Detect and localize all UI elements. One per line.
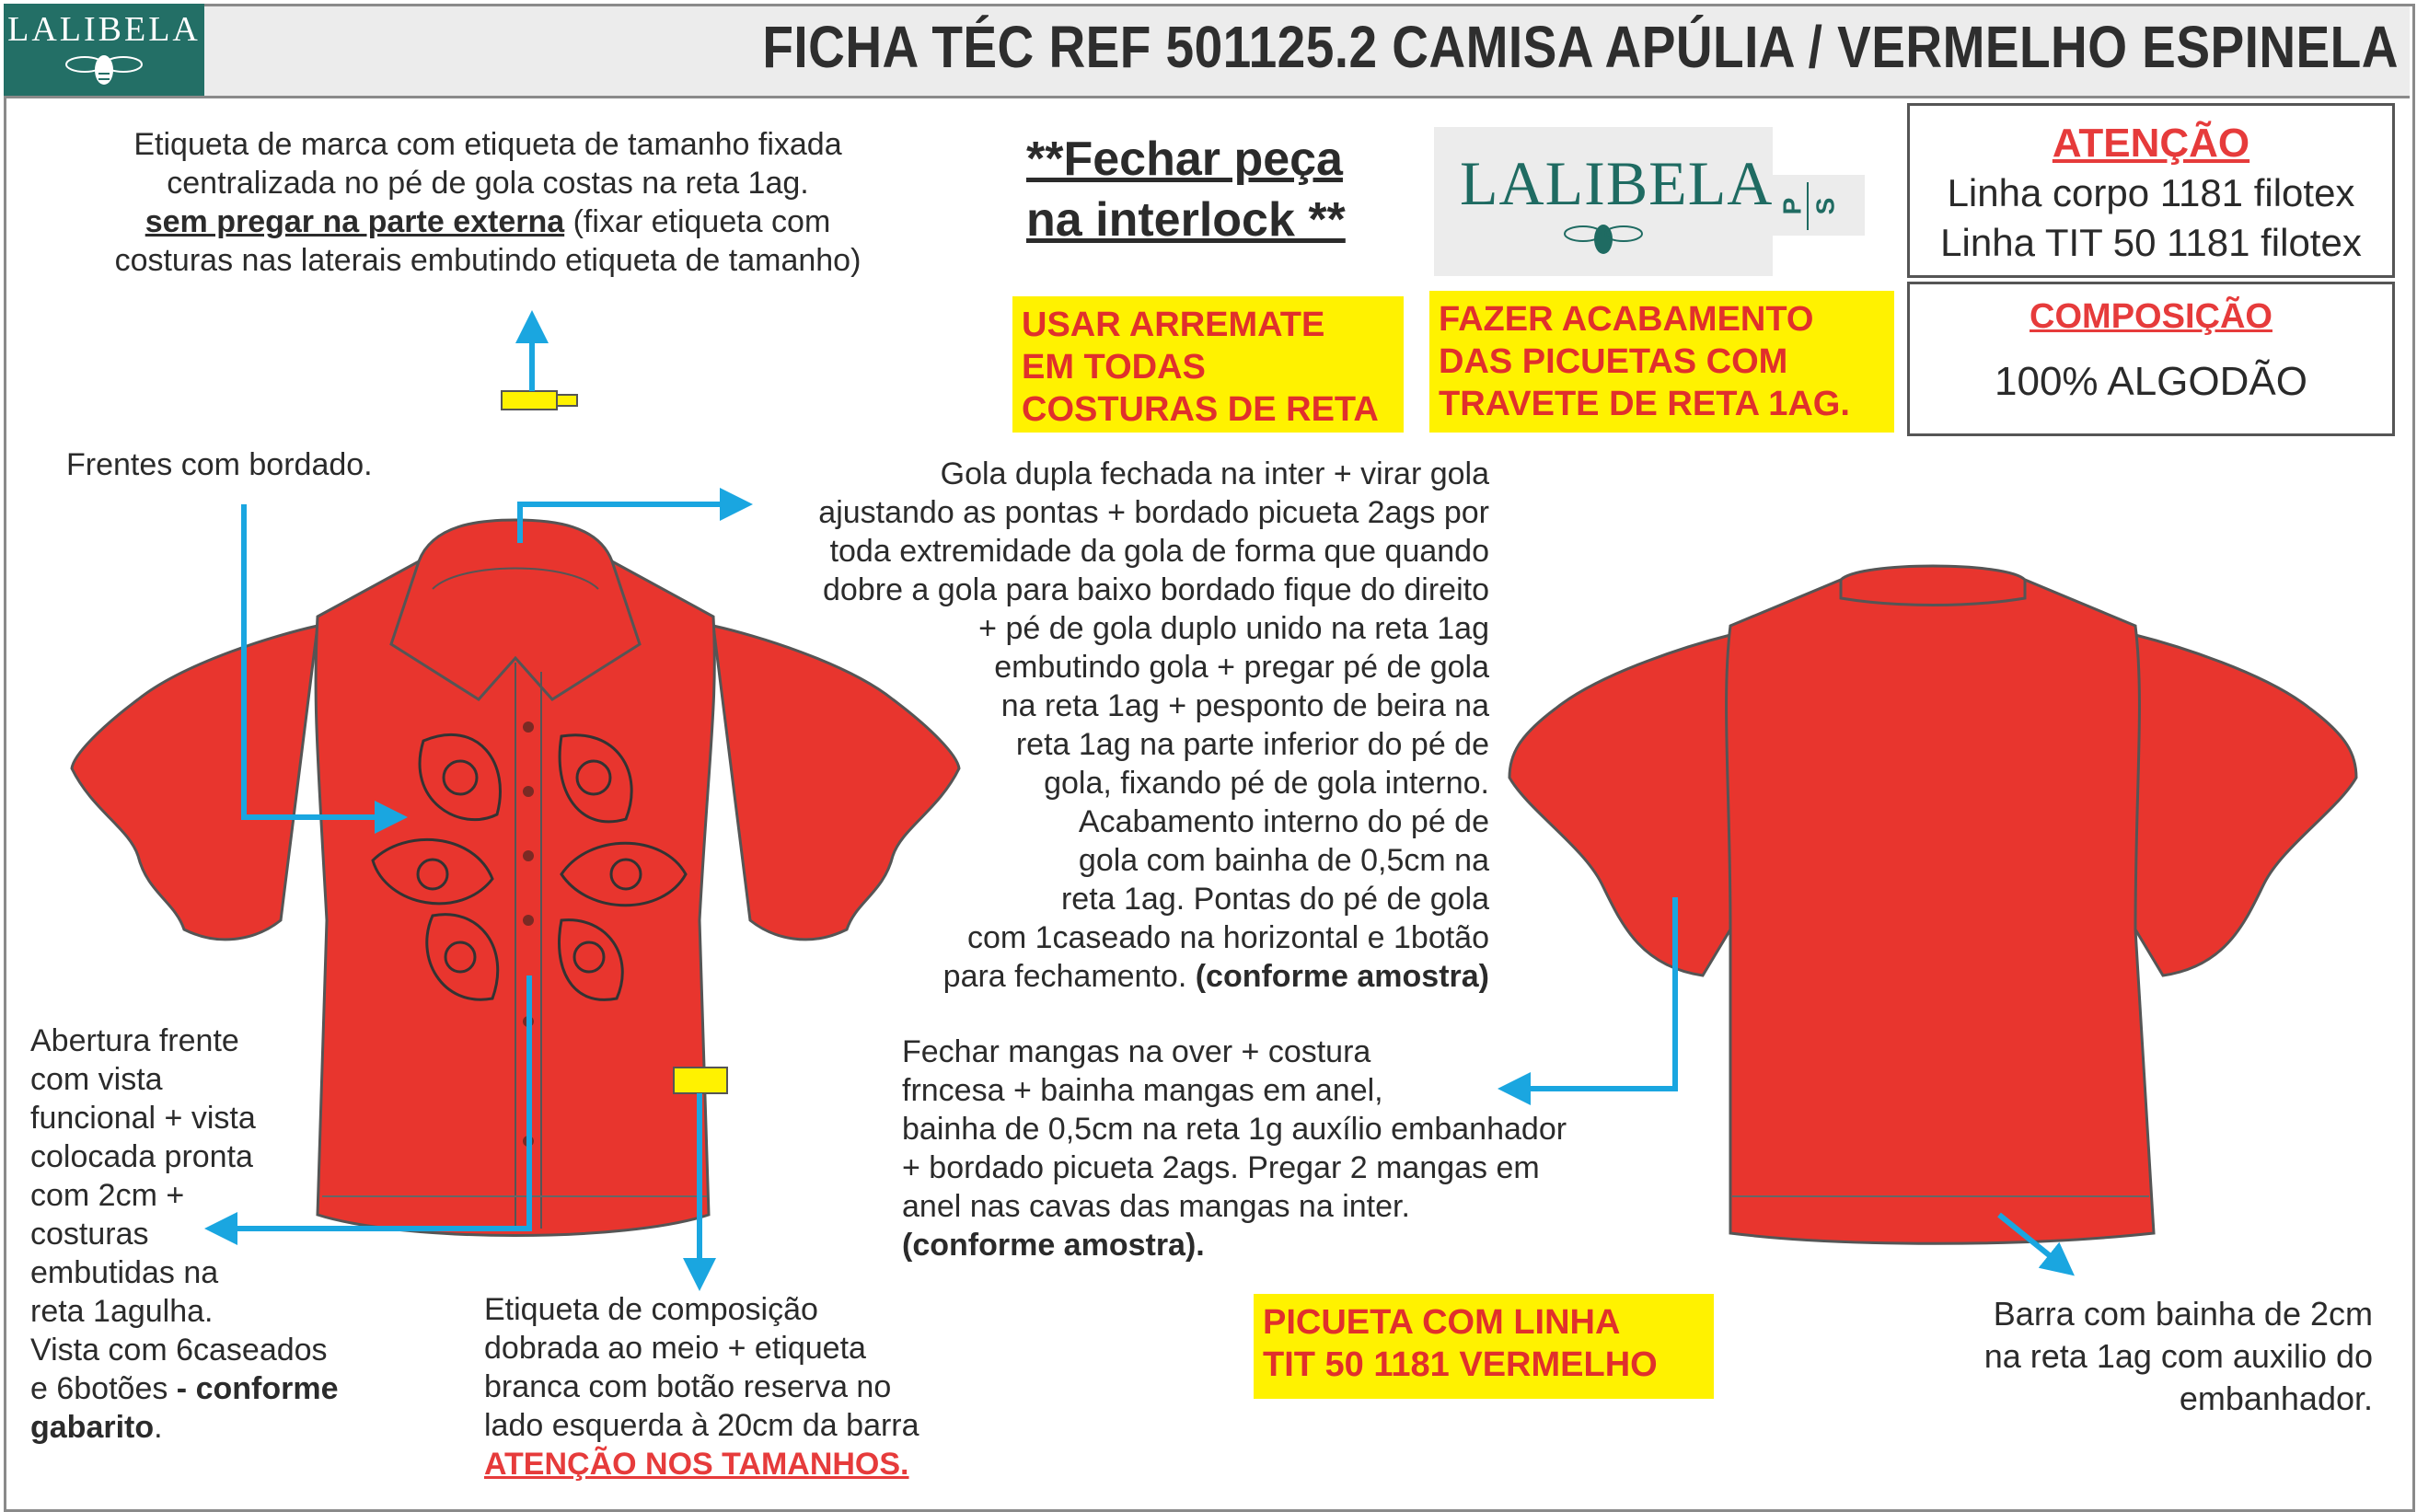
composition-label-note bbox=[484, 1290, 1036, 1483]
picuetas-note bbox=[1429, 291, 1894, 433]
back-right-sleeve bbox=[2135, 635, 2356, 975]
attention-title: ATENÇÃO bbox=[2052, 121, 2250, 166]
hem-note-line: na reta 1ag com auxilio do bbox=[1983, 1337, 2373, 1375]
header-logo-text: LALIBELA bbox=[7, 10, 201, 49]
picueta-thread-note-line: PICUETA COM LINHA bbox=[1263, 1303, 1621, 1342]
interlock-note-line: na interlock ** bbox=[1026, 193, 1346, 247]
collar-note-emphasis: (conforme amostra) bbox=[1195, 959, 1489, 994]
sleeves-note-line: frncesa + bainha mangas em anel, bbox=[902, 1073, 1383, 1108]
opening-note-line: com 2cm + bbox=[30, 1178, 185, 1213]
sleeves-note bbox=[902, 1033, 1657, 1264]
opening-note-line: colocada pronta bbox=[30, 1139, 253, 1174]
collar-note bbox=[718, 455, 1489, 996]
opening-note-line: Abertura frente bbox=[30, 1023, 239, 1058]
collar-note-line: dobre a gola para baixo bordado fique do direito bbox=[823, 572, 1489, 607]
composition-value: 100% ALGODÃO bbox=[1995, 359, 2307, 404]
attention-box bbox=[1907, 103, 2395, 278]
brand-label-note-emphasis: sem pregar na parte externa bbox=[145, 204, 565, 239]
collar-note-line bbox=[718, 957, 1489, 996]
picuetas-note-line: TRAVETE DE RETA 1AG. bbox=[1439, 385, 1850, 423]
brand-label-note-rest: (fixar etiqueta com bbox=[564, 204, 831, 239]
arremate-note bbox=[1012, 296, 1404, 433]
composition-label-note-line: lado esquerda à 20cm da barra bbox=[484, 1408, 919, 1443]
brand-label-note bbox=[74, 125, 902, 280]
back-body bbox=[1727, 573, 2154, 1244]
picueta-thread-note-line: TIT 50 1181 VERMELHO bbox=[1263, 1345, 1658, 1384]
opening-note-text: e 6botões bbox=[30, 1371, 177, 1406]
composition-label-tag bbox=[674, 1068, 727, 1093]
composition-title: COMPOSIÇÃO bbox=[2030, 297, 2272, 336]
collar-note-line: reta 1ag. Pontas do pé de gola bbox=[1060, 882, 1489, 917]
ps-badge bbox=[1773, 175, 1865, 236]
brand-label-note-line: centralizada no pé de gola costas na reta 1ag. bbox=[167, 166, 809, 201]
brand-logo-text: LALIBELA bbox=[1460, 148, 1774, 218]
opening-note-emphasis: gabarito bbox=[30, 1410, 155, 1445]
sleeves-note-line: anel nas cavas das mangas na inter. bbox=[902, 1189, 1410, 1224]
sleeves-note-line bbox=[902, 1226, 1657, 1264]
brand-logo bbox=[1434, 127, 1773, 276]
sleeves-note-line: + bordado picueta 2ags. Pregar 2 mangas em bbox=[902, 1150, 1540, 1185]
collar-note-line: na reta 1ag + pesponto de beira na bbox=[1000, 688, 1489, 723]
collar-note-line: gola com bainha de 0,5cm na bbox=[1078, 843, 1489, 878]
hem-note-line: embanhador. bbox=[2179, 1379, 2373, 1417]
opening-note-line: Vista com 6caseados bbox=[30, 1333, 328, 1368]
picuetas-note-line: DAS PICUETAS COM bbox=[1439, 342, 1788, 381]
picuetas-note-line: FAZER ACABAMENTO bbox=[1439, 300, 1814, 339]
brand-label-note-line: costuras nas laterais embutindo etiqueta de tamanho) bbox=[114, 243, 862, 278]
collar-note-line: com 1caseado na horizontal e 1botão bbox=[966, 920, 1489, 955]
opening-note-line bbox=[30, 1369, 338, 1408]
hem-note-line: Barra com bainha de 2cm bbox=[1993, 1295, 2373, 1333]
collar-note-line: Gola dupla fechada na inter + virar gola bbox=[940, 456, 1489, 491]
brand-label-note-line bbox=[74, 202, 902, 241]
composition-label-warning: ATENÇÃO NOS TAMANHOS. bbox=[484, 1447, 909, 1482]
ps-badge-p: P bbox=[1777, 197, 1807, 215]
bee-icon bbox=[1434, 127, 1773, 276]
collar-note-line: ajustando as pontas + bordado picueta 2ags por bbox=[818, 495, 1489, 530]
brand-label-tag bbox=[502, 391, 557, 410]
arremate-note-line: EM TODAS bbox=[1022, 348, 1206, 387]
front-left-sleeve bbox=[72, 626, 318, 940]
sleeves-note-line: bainha de 0,5cm na reta 1g auxílio embanhador bbox=[902, 1112, 1567, 1147]
arremate-note-line: USAR ARREMATE bbox=[1022, 306, 1325, 344]
fronts-note: Frentes com bordado. bbox=[66, 447, 373, 482]
attention-line: Linha corpo 1181 filotex bbox=[1947, 171, 2355, 214]
composition-label-note-line: branca com botão reserva no bbox=[484, 1369, 892, 1404]
opening-note bbox=[30, 1021, 338, 1447]
sleeves-note-emphasis: (conforme amostra). bbox=[902, 1228, 1205, 1263]
opening-note-emphasis: - conforme bbox=[176, 1371, 339, 1406]
collar-note-line: + pé de gola duplo unido na reta 1ag bbox=[978, 611, 1489, 646]
opening-note-line: com vista bbox=[30, 1062, 163, 1097]
collar-note-line: gola, fixando pé de gola interno. bbox=[1044, 766, 1489, 801]
collar-note-line: embutindo gola + pregar pé de gola bbox=[994, 650, 1489, 685]
picueta-thread-note bbox=[1254, 1294, 1714, 1399]
ps-badge-divider bbox=[1807, 182, 1809, 230]
ps-badge-s: S bbox=[1810, 197, 1840, 215]
opening-note-line: reta 1agulha. bbox=[30, 1294, 214, 1329]
brand-label-note-line: Etiqueta de marca com etiqueta de tamanho fixada bbox=[133, 127, 842, 162]
back-left-sleeve bbox=[1509, 635, 1730, 975]
composition-label-note-line: dobrada ao meio + etiqueta bbox=[484, 1331, 866, 1366]
attention-line: Linha TIT 50 1181 filotex bbox=[1940, 221, 2362, 264]
opening-note-line: costuras bbox=[30, 1217, 149, 1252]
collar-note-line: reta 1ag na parte inferior do pé de bbox=[1015, 727, 1489, 762]
arremate-note-line: COSTURAS DE RETA bbox=[1022, 390, 1379, 429]
opening-note-line: embutidas na bbox=[30, 1255, 219, 1290]
collar-note-text: para fechamento. bbox=[943, 959, 1196, 994]
interlock-note bbox=[1026, 129, 1346, 250]
page-title: FICHA TÉC REF 501125.2 CAMISA APÚLIA / VERMELHO ESPINELA bbox=[762, 14, 2399, 80]
hem-note bbox=[1878, 1293, 2373, 1420]
collar-note-line: toda extremidade da gola de forma que quando bbox=[829, 534, 1489, 569]
interlock-note-line: **Fechar peça bbox=[1026, 133, 1343, 186]
collar-note-line: Acabamento interno do pé de bbox=[1078, 804, 1489, 839]
back-collar bbox=[1841, 566, 2025, 606]
opening-note-line bbox=[30, 1408, 338, 1447]
opening-note-line: funcional + vista bbox=[30, 1101, 256, 1136]
sleeves-note-line: Fechar mangas na over + costura bbox=[902, 1034, 1371, 1069]
opening-note-text: . bbox=[154, 1410, 163, 1445]
composition-label-note-line: Etiqueta de composição bbox=[484, 1292, 818, 1327]
composition-box bbox=[1907, 282, 2395, 436]
